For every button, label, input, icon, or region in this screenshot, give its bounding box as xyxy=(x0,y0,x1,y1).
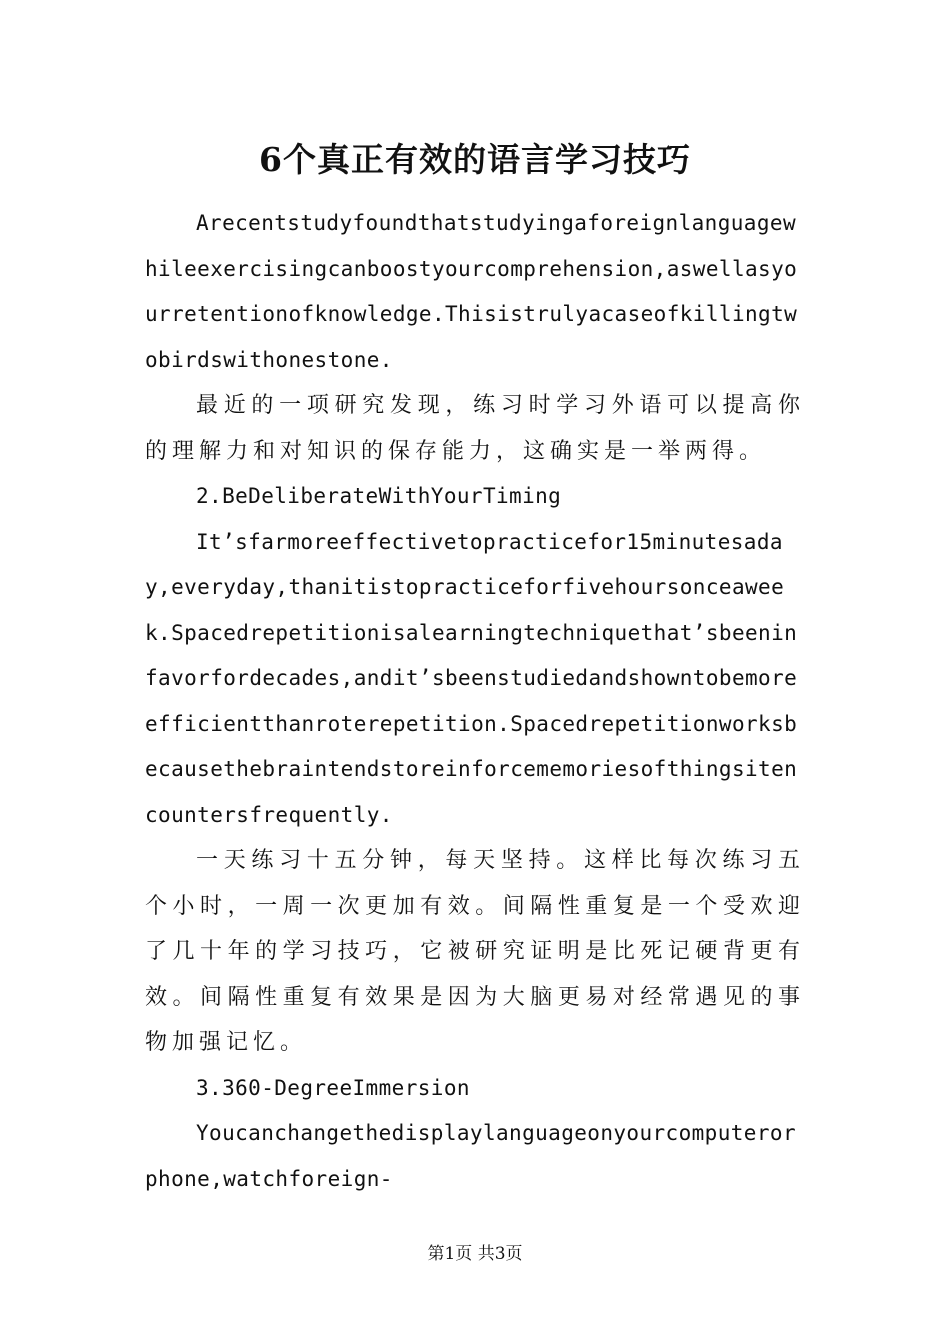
paragraph-timing-en: It’sfarmoreeffectivetopracticefor15minutesaday,everyday,thanitistopracticeforfivehoursonceaweek.Spacedrepetitionisalearningtechniquethat’sbeeninfavorfordecades,andit’sbeenstudiedandshowntobemoreefficientthanroterepetition.Spacedrepetitionworksbecausethebraintendstoreinforcememoriesofthingsitencountersfrequently. xyxy=(145,529,798,827)
paragraph-timing-zh: 一天练习十五分钟，每天坚持。这样比每次练习五个小时，一周一次更加有效。间隔性重复是一个受欢迎了几十年的学习技巧，它被研究证明是比死记硬背更有效。间隔性重复有效果是因为大脑更易对经常遇见的事物加强记忆。 xyxy=(145,848,805,1055)
section-heading-timing: 2.BeDeliberateWithYourTiming xyxy=(196,484,562,508)
section-heading-immersion: 3.360-DegreeImmersion xyxy=(196,1075,470,1100)
paragraph-study-finding-en: Arecentstudyfoundthatstudyingaforeignlanguagewhileexercisingcanboostyourcomprehension,aswellasyourretentionofknowledge.Thisistrulyacaseofkillingtwobirdswithonestone. xyxy=(145,211,798,372)
paragraph-immersion-en: Youcanchangethedisplaylanguageonyourcomputerorphone,watchforeign- xyxy=(145,1121,796,1191)
paragraph-study-finding-zh: 最近的一项研究发现，练习时学习外语可以提高你的理解力和对知识的保存能力，这确实是一举两得。 xyxy=(145,393,805,464)
page-title: 6个真正有效的语言学习技巧 xyxy=(259,140,691,179)
document-body xyxy=(145,201,805,1202)
page-number-footer: 第1页 共3页 xyxy=(427,1244,523,1264)
